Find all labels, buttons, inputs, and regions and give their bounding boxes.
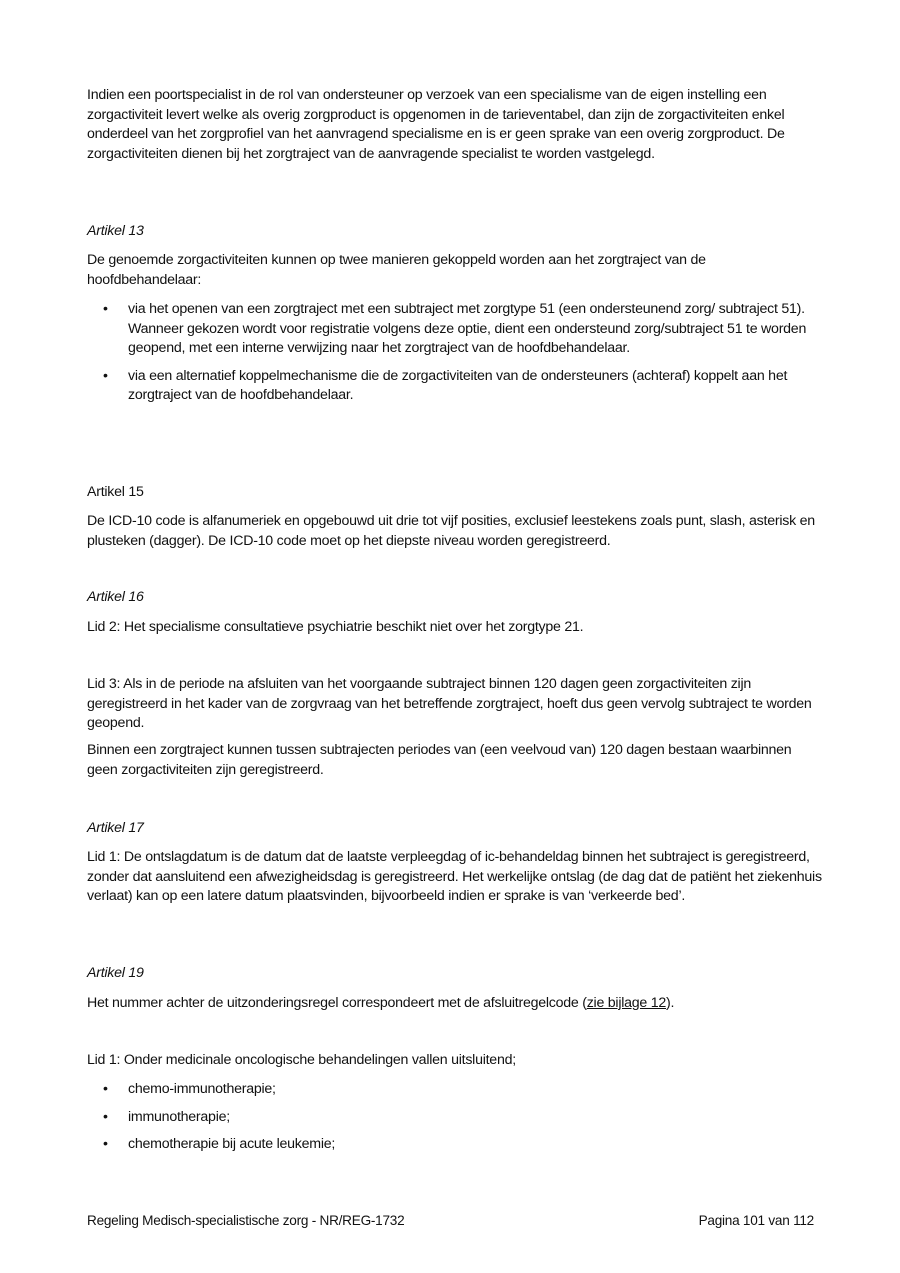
bullet-icon: • xyxy=(103,1108,108,1125)
list-item: • chemotherapie bij acute leukemie; xyxy=(87,1135,822,1155)
article-13-bullet-list xyxy=(87,300,822,414)
footer-page-number: Pagina 101 van 112 xyxy=(698,1213,814,1228)
bullet-icon: • xyxy=(103,1136,108,1152)
article-16-heading: Artikel 16 xyxy=(87,589,144,605)
article-13-heading: Artikel 13 xyxy=(87,223,144,239)
article-19-lid1: Lid 1: Onder medicinale oncologische behandelingen vallen uitsluitend; xyxy=(87,1052,516,1068)
article-16-lid3: Lid 3: Als in de periode na afsluiten van het voorgaande subtraject binnen 120 dagen geen zorgactiviteiten zijn geregistreerd in het kader van de zorgvraag van het betreffende zorgtraject, hoeft dus geen vervolg subtraject te worden geopend. xyxy=(87,676,812,731)
bullet-icon: • xyxy=(103,367,108,384)
article-15-text: De ICD-10 code is alfanumeriek en opgebouwd uit drie tot vijf posities, exclusief leestekens zoals punt, slash, asterisk en plusteken (dagger). De ICD-10 code moet op het diepste niveau worden geregistreerd. xyxy=(87,513,815,549)
article-17-lid1: Lid 1: De ontslagdatum is de datum dat de laatste verpleegdag of ic-behandeldag binnen het subtraject is geregistreerd, zonder dat aansluitend een afwezigheidsdag is geregistreerd. Het werkelijke ontslag (de dag dat de patiënt het ziekenhuis verlaat) kan op een latere datum plaatsvinden, bijvoorbeeld indien er sprake is van ‘verkeerde bed’. xyxy=(87,849,822,904)
list-item: • via het openen van een zorgtraject met een subtraject met zorgtype 51 (een ondersteunend zorg/ subtraject 51). Wanneer gekozen wordt voor registratie volgens deze optie, dient een ondersteund zorg/subtraject 51 te worden geopend, met een interne verwijzing naar het zorgtraject van de hoofdbehandelaar. xyxy=(103,301,807,356)
intro-paragraph: Indien een poortspecialist in de rol van ondersteuner op verzoek van een specialisme van de eigen instelling een zorgactiviteit levert welke als overig zorgproduct is opgenomen in de tarieventabel, dan zijn de zorgactiviteiten enkel onderdeel van het zorgprofiel van het aanvragend specialisme en is er geen sprake van een overig zorgproduct. De zorgactiviteiten dienen bij het zorgtraject van de aanvragende specialist te worden vastgelegd. xyxy=(87,87,785,162)
article-19-bullet-list xyxy=(87,1080,822,1163)
article-16-lid2: Lid 2: Het specialisme consultatieve psychiatrie beschikt niet over het zorgtype 21. xyxy=(87,619,584,635)
article-15-heading: Artikel 15 xyxy=(87,484,144,500)
article-19-heading: Artikel 19 xyxy=(87,965,144,981)
bijlage-12-link[interactable]: zie bijlage 12 xyxy=(586,995,667,1011)
bullet-icon: • xyxy=(103,1081,108,1097)
article-13-text: De genoemde zorgactiviteiten kunnen op twee manieren gekoppeld worden aan het zorgtraject van de hoofdbehandelaar: xyxy=(87,252,706,288)
footer-document-title: Regeling Medisch-specialistische zorg - NR/REG-1732 xyxy=(87,1213,405,1228)
article-19-text: Het nummer achter de uitzonderingsregel correspondeert met de afsluitregelcode (zie bijlage 12). xyxy=(87,995,675,1011)
article-17-heading: Artikel 17 xyxy=(87,820,144,836)
article-16-extra: Binnen een zorgtraject kunnen tussen subtrajecten periodes van (een veelvoud van) 120 dagen bestaan waarbinnen geen zorgactiviteiten zijn geregistreerd. xyxy=(87,742,792,778)
list-item: • chemo-immunotherapie; xyxy=(87,1080,822,1100)
list-item: • immunotherapie; xyxy=(87,1108,822,1128)
list-item: • via een alternatief koppelmechanisme die de zorgactiviteiten van de ondersteuners (achteraf) koppelt aan het zorgtraject van de hoofdbehandelaar. xyxy=(103,367,788,403)
bullet-icon: • xyxy=(103,301,108,317)
